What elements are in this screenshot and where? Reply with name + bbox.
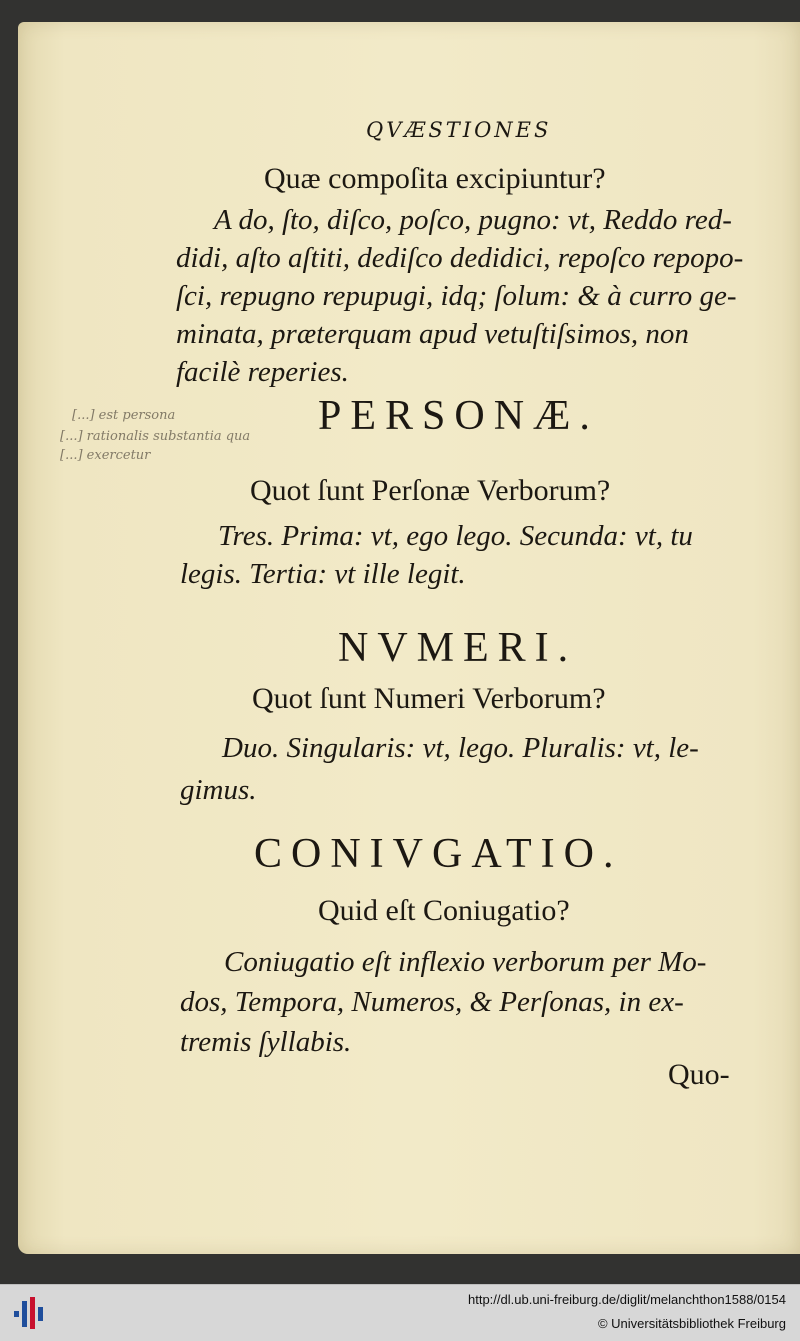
manuscript-line-3: [...] exercetur — [60, 448, 151, 463]
section-personae: PERSONÆ. — [318, 393, 599, 439]
copyright-credit: © Universitätsbibliothek Freiburg — [597, 1316, 786, 1331]
answer-compounds-line-5: facilè reperies. — [176, 356, 349, 388]
catchword: Quo- — [668, 1058, 730, 1091]
answer-numeri-line-2: gimus. — [180, 774, 257, 806]
section-numeri: NVMERI. — [338, 625, 578, 671]
manuscript-line-2: [...] rationalis substantia qua — [60, 429, 251, 444]
question-numeri: Quot ſunt Numeri Verborum? — [252, 682, 606, 715]
book-page — [18, 22, 800, 1254]
running-header: QVÆSTIONES — [366, 118, 552, 142]
question-compounds: Quæ compoſita excipiuntur? — [264, 162, 606, 195]
manuscript-note — [60, 408, 250, 463]
answer-coniugatio-line-1: Coniugatio eſt inflexio verborum per Mo- — [224, 946, 707, 978]
answer-compounds-line-2: didi, aſto aſtiti, dediſco dedidici, repoſco repopo- — [176, 242, 744, 274]
answer-personae-line-2: legis. Tertia: vt ille legit. — [180, 558, 466, 590]
answer-personae-line-1: Tres. Prima: vt, ego lego. Secunda: vt, tu — [218, 520, 693, 552]
question-coniugatio: Quid eſt Coniugatio? — [318, 894, 570, 927]
answer-compounds-line-3: ſci, repugno repupugi, idq; ſolum: & à curro ge- — [176, 280, 737, 312]
manuscript-line-1: [...] est persona — [72, 408, 176, 423]
viewer-footer — [0, 1284, 800, 1341]
section-coniugatio: CONIVGATIO. — [254, 831, 623, 877]
answer-coniugatio-line-2: dos, Tempora, Numeros, & Perſonas, in ex- — [180, 986, 684, 1018]
answer-compounds-line-4: minata, præterquam apud vetuſtiſsimos, non — [176, 318, 689, 350]
answer-compounds-line-1: A do, ſto, diſco, poſco, pugno: vt, Reddo red- — [214, 204, 732, 236]
permalink-url[interactable]: http://dl.ub.uni-freiburg.de/diglit/melanchthon1588/0154 — [468, 1292, 786, 1307]
answer-coniugatio-line-3: tremis ſyllabis. — [180, 1026, 352, 1058]
question-personae: Quot ſunt Perſonæ Verborum? — [250, 474, 611, 507]
answer-numeri-line-1: Duo. Singularis: vt, lego. Pluralis: vt, le- — [222, 732, 699, 764]
ub-freiburg-logo-icon[interactable] — [10, 1293, 50, 1333]
